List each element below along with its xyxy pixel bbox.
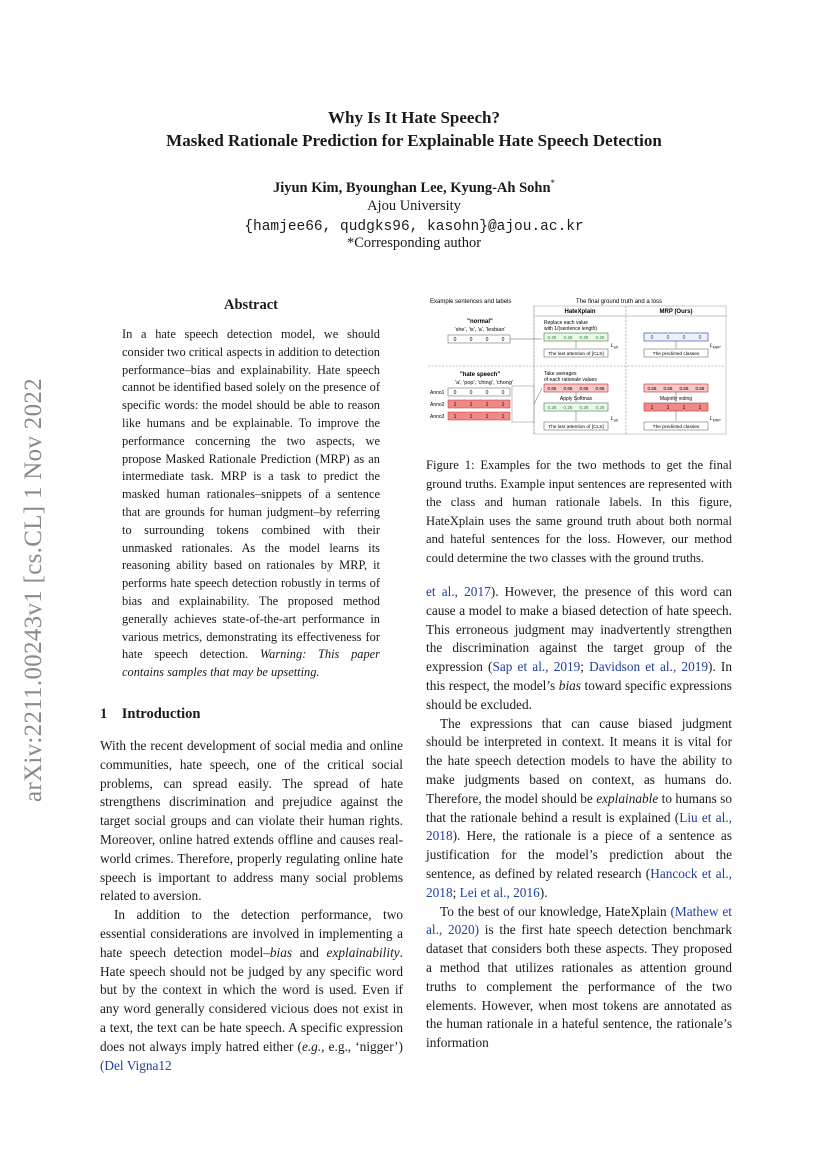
svg-text:0: 0 (469, 390, 473, 396)
svg-text:0.25: 0.25 (547, 335, 557, 340)
svg-text:0: 0 (485, 390, 489, 396)
author-mark: * (550, 178, 556, 188)
svg-text:0.66: 0.66 (647, 386, 657, 391)
figure-diagram (426, 296, 732, 438)
svg-text:0.66: 0.66 (695, 386, 705, 391)
svg-text:1: 1 (453, 402, 457, 408)
abstract-body (122, 326, 380, 682)
svg-text:1: 1 (485, 414, 489, 420)
right-paragraph-2: The expressions that can cause biased judgment should be interpreted in context. It means it is vital for the hate speech detection models to have the ability to make judgments based on context, as humans do. Therefore, the model should be explainable to humans so that the rationale behind a result is explained (Liu et al., 2018). Here, the rationale is a piece of a sentence as justification for the model’s prediction about the sentence, as defined by related research (Hancock et al., 2018; Lei et al., 2016). (426, 715, 732, 900)
fig-normal-label: "normal" (467, 319, 493, 325)
citation-link[interactable]: Hancock et al., 2018 (426, 865, 732, 900)
section-heading (100, 706, 200, 723)
svg-text:0.66: 0.66 (663, 386, 673, 391)
svg-text:0: 0 (453, 390, 457, 396)
svg-text:0: 0 (501, 337, 505, 343)
right-column-body (426, 583, 732, 1053)
fig-hx-normal-row (544, 333, 608, 341)
fig-mrp-predicted-2: The predicted classes (652, 425, 700, 430)
citation-link[interactable]: et al., 2017 (426, 584, 491, 599)
svg-text:0.25: 0.25 (547, 405, 557, 410)
intro-paragraph-2: In addition to the detection performance, two essential considerations are involved in implementing a hate speech detection model–bias and explainability. Hate speech should not be judged by any specific word but by the context in which the word is used. Even if any word generally considered vicious does not exist in a text, the text can be hate speech. A specific expression does not always imply hatred either (e.g., e.g., ‘nigger’) (Del Vigna12 (100, 907, 403, 1073)
fig-col-hatexplain: HateXplain (564, 309, 596, 315)
fig-normal-row (448, 335, 510, 343)
svg-text:1: 1 (501, 414, 505, 420)
citation-link[interactable]: Lei et al., 2016 (459, 884, 540, 900)
fig-header-left: Example sentences and labels (430, 299, 512, 305)
fig-annotator-rows (430, 388, 510, 420)
svg-text:0.25: 0.25 (595, 405, 605, 410)
svg-text:0.66: 0.66 (563, 386, 573, 391)
caption-text: Examples for the two methods to get the final ground truths. Example input sentences are represented with the class and human rationale labels. In this figure, HateXplain uses the same ground truth about both normal and hateful sentences for the loss. However, our method could determine the two classes with the ground truths. (426, 458, 732, 565)
corresponding-author: *Corresponding author (346, 235, 482, 251)
citation-link[interactable]: Liu et al., 2018 (426, 809, 732, 844)
fig-hx-softmax-row (544, 403, 608, 411)
svg-text:1: 1 (501, 402, 505, 408)
svg-text:0: 0 (485, 337, 489, 343)
citation-link[interactable]: (Mathew et al., 2020) (426, 903, 732, 938)
svg-text:0.25: 0.25 (579, 335, 589, 340)
fig-hx-last-attention-2: The last attention of [CLS] (548, 425, 604, 430)
fig-hx-last-attention-1: The last attention of [CLS] (548, 352, 604, 357)
svg-text:0: 0 (469, 337, 473, 343)
affiliation: Ajou University (367, 198, 461, 214)
svg-text:0.25: 0.25 (563, 335, 573, 340)
fig-loss-mrp-2: $L_{MRP}$ (710, 416, 721, 423)
fig-hx-replace: Replace each value (544, 320, 588, 326)
citation-link[interactable]: Sap et al., 2019 (492, 659, 581, 675)
svg-text:0: 0 (666, 335, 670, 341)
fig-mrp-predicted-1: The predicted classes (652, 352, 700, 357)
fig-hx-take-avg: Take averages (544, 371, 577, 377)
fig-hx-avg-row (544, 384, 608, 392)
svg-text:0: 0 (698, 335, 702, 341)
svg-text:1: 1 (650, 405, 654, 411)
svg-text:1: 1 (698, 405, 702, 411)
fig-mrp-majority: Majority voting (659, 396, 693, 402)
svg-text:1: 1 (666, 405, 670, 411)
figure-caption (426, 456, 732, 568)
emails: {hamjee66, qudgks96, kasohn}@ajou.ac.kr (244, 219, 584, 235)
svg-text:Anno2: Anno2 (430, 402, 445, 408)
fig-hate-tokens: 'a', 'pop', 'ching', 'chong' (455, 380, 513, 386)
left-column-body (100, 737, 403, 1075)
fig-hx-replace2: with 1/(sentence length) (544, 326, 598, 332)
fig-header-right: The final ground truth and a loss (576, 299, 663, 305)
svg-text:0.66: 0.66 (595, 386, 605, 391)
citation-link[interactable]: Davidson et al., 2019 (589, 659, 709, 675)
fig-loss-mrp-1: $L_{MRP}$ (710, 343, 721, 350)
svg-text:0.66: 0.66 (579, 386, 589, 391)
section-number: 1 (100, 706, 108, 722)
author-names: Jiyun Kim, Byounghan Lee, Kyung-Ah Sohn (272, 179, 551, 196)
fig-hate-label: "hate speech" (459, 372, 501, 378)
right-paragraph-3: To the best of our knowledge, HateXplain (Mathew et al., 2020) is the first hate speech detection benchmark dataset that considers both these aspects. They proposed a method that utilizes rationales as attention ground truths to complement the performance of the two elements. However, when most tokens are annotated as the human rationale in a hateful sentence, the rationale’s information (426, 903, 732, 1051)
fig-hx-apply-softmax: Apply Softmax (559, 396, 593, 402)
svg-text:1: 1 (485, 402, 489, 408)
svg-text:0.66: 0.66 (547, 386, 557, 391)
section-title: Introduction (121, 706, 201, 722)
svg-text:0: 0 (453, 337, 457, 343)
svg-text:Anno1: Anno1 (430, 390, 445, 396)
fig-mrp-normal-row (644, 333, 708, 341)
caption-label: Figure 1: (426, 458, 475, 472)
svg-text:1: 1 (469, 402, 473, 408)
svg-text:1: 1 (453, 414, 457, 420)
svg-text:0: 0 (682, 335, 686, 341)
right-paragraph-1: et al., 2017). However, the presence of this word can cause a model to make a biased detection of hate speech. This erroneous judgment may inadvertently strengthen the discrimination against the target group of the expression (Sap et al., 2019; Davidson et al., 2019). In this respect, the model’s bias toward specific expressions should be excluded. (426, 584, 732, 712)
citation-link[interactable]: (Del Vigna12 (100, 1057, 172, 1073)
fig-mrp-avg-row (644, 384, 708, 392)
figure-1 (426, 296, 732, 438)
svg-text:0.25: 0.25 (563, 405, 573, 410)
svg-text:1: 1 (682, 405, 686, 411)
paper-title-line1: Why Is It Hate Speech? (328, 108, 500, 127)
svg-text:1: 1 (469, 414, 473, 420)
fig-loss-att-1: $L_{att}$ (611, 343, 618, 350)
svg-text:0.25: 0.25 (595, 335, 605, 340)
arxiv-id-text: arXiv:2211.00243v1 [cs.CL] 1 Nov 2022 (20, 377, 47, 803)
arxiv-identifier (14, 330, 54, 850)
svg-text:Anno3: Anno3 (430, 414, 445, 420)
fig-col-mrp: MRP (Ours) (659, 309, 693, 315)
fig-hx-take-avg2: of each rationale values (544, 377, 597, 383)
intro-paragraph-1: With the recent development of social media and online communities, hate speech, one of the critical social problems, can spread easily. The spread of hate strengthens discrimination and prejudice against the target social groups and can violate their human rights. Moreover, online hatred extends offline and causes real-world crimes. Therefore, properly regulating online hate speech is important to address many social problems related to aversion. (100, 738, 403, 904)
fig-mrp-vote-row (644, 403, 708, 411)
abstract-warning: Warning: This paper contains samples that may be upsetting. (122, 647, 380, 680)
paper-title-line2: Masked Rationale Prediction for Explainable Hate Speech Detection (166, 131, 662, 150)
svg-text:0: 0 (650, 335, 654, 341)
svg-text:0.66: 0.66 (679, 386, 689, 391)
fig-loss-att-2: $L_{att}$ (611, 416, 618, 423)
authors (0, 178, 828, 197)
fig-normal-tokens: 'she', 'is', 'a', 'lesbian' (454, 327, 506, 333)
abstract-heading: Abstract (224, 297, 278, 313)
svg-text:0.25: 0.25 (579, 405, 589, 410)
abstract-text: In a hate speech detection model, we should consider two critical aspects in addition to detection performance–bias and explainability. Hate speech cannot be identified based solely on the presence of specific words: the model should be able to reason like humans and be explainable. To improve the performance concerning the two aspects, we propose Masked Rationale Prediction (MRP) as an intermediate task. MRP is a task to predict the masked human rationales–snippets of a sentence that are grounds for human judgment–by referring to surrounding tokens combined with their unmasked rationales. As the model learns its reasoning ability based on rationales by MRP, it performs hate speech detection robustly in terms of bias and explainability. The proposed method generally achieves state-of-the-art performance in various metrics, demonstrating its effectiveness for hate speech detection. (122, 327, 380, 662)
svg-text:0: 0 (501, 390, 505, 396)
